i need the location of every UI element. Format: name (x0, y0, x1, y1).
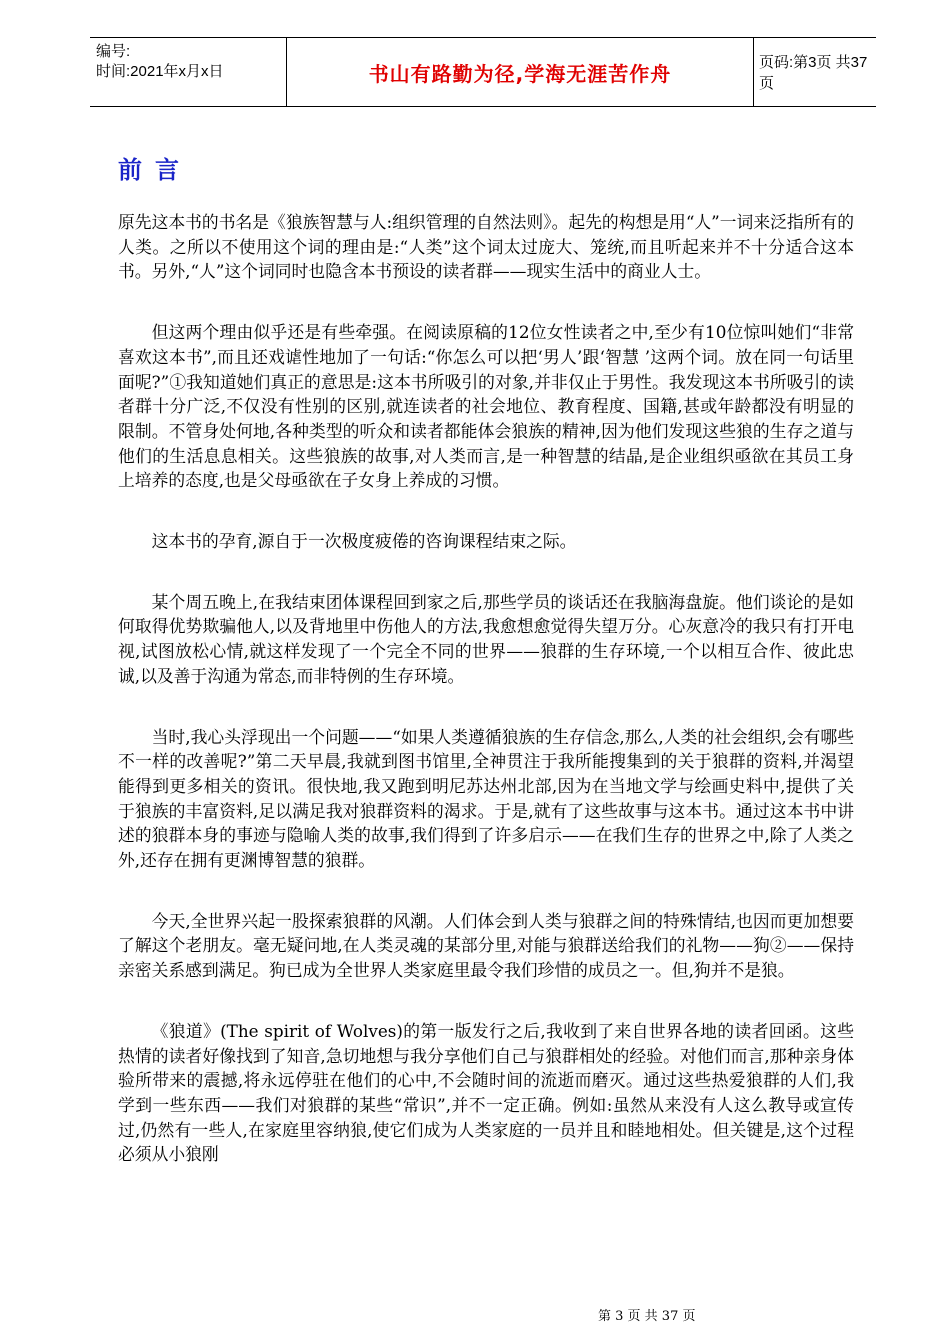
number-label: 编号: (96, 43, 131, 60)
header-meta (90, 38, 286, 106)
paragraph-4: 某个周五晚上,在我结束团体课程回到家之后,那些学员的谈话还在我脑海盘旋。他们谈论的是如何取得优势欺骗他人,以及背地里中伤他人的方法,我愈想愈觉得失望万分。心灰意冷的我只有打开电视,试图放松心情,就这样发现了一个完全不同的世界——狼群的生存环境,一个以相互合作、彼此忠诚,以及善于沟通为常态,而非特例的生存环境。 (118, 591, 854, 686)
document-body (118, 210, 854, 1167)
header-table (90, 37, 876, 107)
page-info: 页码:第3页 共37页 (759, 54, 868, 92)
paragraph-5: 当时,我心头浮现出一个问题——“如果人类遵循狼族的生存信念,那么,人类的社会组织,会有哪些不一样的改善呢?”第二天早晨,我就到图书馆里,全神贯注于我所能搜集到的关于狼群的资料,并渴望能得到更多相关的资讯。很快地,我又跑到明尼苏达州北部,因为在当地文学与绘画史料中,提供了关于狼族的丰富资料,足以满足我对狼群资料的渴求。于是,就有了这些故事与这本书。通过这本书中讲述的狼群本身的事迹与隐喻人类的故事,我们得到了许多启示——在我们生存的世界之中,除了人类之外,还存在拥有更渊博智慧的狼群。 (118, 726, 854, 871)
page-footer: 第 3 页 共 37 页 (598, 1309, 696, 1324)
motto-text: 书山有路勤为径,学海无涯苦作舟 (368, 61, 672, 86)
paragraph-1: 原先这本书的书名是《狼族智慧与人:组织管理的自然法则》。起先的构想是用“人”一词来泛指所有的人类。之所以不使用这个词的理由是:“人类”这个词太过庞大、笼统,而且听起来并不十分适合这本书。另外,“人”这个词同时也隐含本书预设的读者群——现实生活中的商业人士。 (118, 212, 855, 282)
page-title: 前言 (118, 156, 192, 184)
time-label: 时间:2021年x月x日 (96, 63, 224, 80)
paragraph-6: 今天,全世界兴起一股探索狼群的风潮。人们体会到人类与狼群之间的特殊情结,也因而更加想要了解这个老朋友。毫无疑问地,在人类灵魂的某部分里,对能与狼群送给我们的礼物——狗②——保持亲密关系感到满足。狗已成为全世界人类家庭里最令我们珍惜的成员之一。但,狗并不是狼。 (118, 910, 854, 981)
header-motto-cell (286, 38, 754, 106)
paragraph-3: 这本书的孕育,源自于一次极度疲倦的咨询课程结束之际。 (151, 531, 577, 552)
paragraph-7: 《狼道》(The spirit of Wolves)的第一版发行之后,我收到了来自世界各地的读者回函。这些热情的读者好像找到了知音,急切地想与我分享他们自己与狼群相处的经验。对他们而言,那种亲身体验所带来的震撼,将永远停驻在他们的心中,不会随时间的流逝而磨灭。通过这些热爱狼群的人们,我学到一些东西——我们对狼群的某些“常识”,并不一定正确。例如:虽然从来没有人这么教导或宣传过,仍然有一些人,在家庭里容纳狼,使它们成为人类家庭的一员并且和睦地相处。但关键是,这个过程必须从小狼刚 (118, 1020, 854, 1165)
paragraph-2: 但这两个理由似乎还是有些牵强。在阅读原稿的12位女性读者之中,至少有10位惊叫她们“非常喜欢这本书”,而且还戏谑性地加了一句话:“你怎么可以把‘男人’跟‘智慧 ’这两个词。放在同一句话里面呢?”①我知道她们真正的意思是:这本书所吸引的对象,并非仅止于男性。我发现这本书所吸引的读者群十分广泛,不仅没有性别的区别,就连读者的社会地位、教育程度、国籍,甚或年龄都没有明显的限制。不管身处何地,各种类型的听众和读者都能体会狼族的精神,因为他们发现这些狼的生存之道与他们的生活息息相关。这些狼族的故事,对人类而言,是一种智慧的结晶,是企业组织亟欲在其员工身上培养的态度,也是父母亟欲在子女身上养成的习惯。 (118, 322, 854, 491)
